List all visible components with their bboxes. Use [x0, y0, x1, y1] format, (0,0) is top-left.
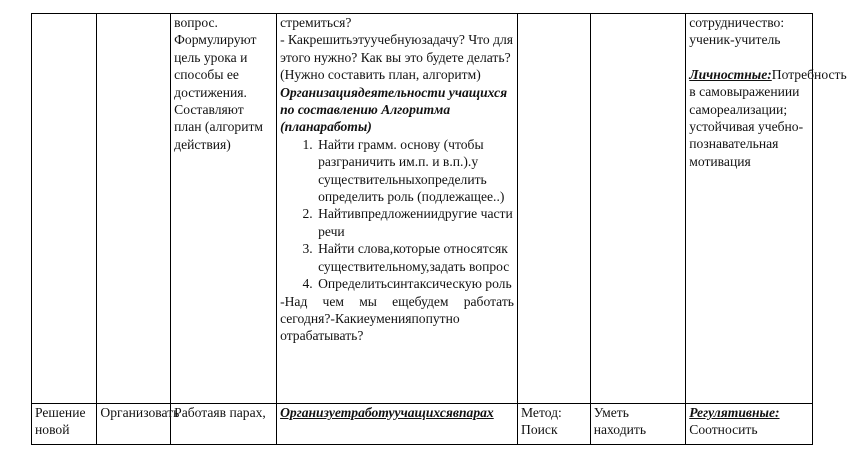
teacher-line-1: стремиться?: [280, 15, 352, 30]
lesson-plan-table: [31, 13, 847, 445]
cell-student-activity: [171, 404, 277, 445]
plan-item: 1. Найти грамм. основу (чтобы разграничить им.п. и в.п.).у существительныхопределить определить роль (подлежащее..): [316, 136, 514, 206]
cooperation-text: сотрудничество: ученик-учитель: [689, 15, 785, 48]
organization-heading: Организациядеятельности учащихся по составлению Алгоритма (планаработы): [280, 84, 508, 135]
table-row: [32, 404, 813, 445]
regulatory-text: Соотносить: [689, 422, 758, 438]
cell-stage: [32, 404, 97, 445]
cell-uud: [686, 404, 813, 445]
cell-method: [518, 404, 591, 445]
cell-stage: [32, 14, 97, 404]
plan-item: 3. Найти слова,которые относятсяк существительному,задать вопрос: [316, 240, 514, 275]
closing-question: -Над чем мы ещебудем работать сегодня?-Какиеуменияпопутно отрабатывать?: [280, 293, 515, 344]
regulatory-label: Регулятивные:: [689, 405, 780, 420]
cell-student-activity: [171, 14, 277, 404]
plan-item: 4. Определитьсинтаксическую роль: [316, 275, 514, 292]
cell-teacher-activity: [277, 14, 518, 404]
student-activity-text: вопрос. Формулируют цель урока и способы ее достижения. Составляют план (алгоритм действия): [174, 15, 264, 152]
personal-block: [689, 66, 847, 170]
skills-text: Уметь находить: [593, 405, 647, 438]
method-text: Метод: Поиск: [521, 405, 562, 438]
personal-text: Потребность в самовыражениии самореализации; устойчивая учебно-познавательная мотивация: [689, 66, 847, 169]
cell-goal: [97, 404, 180, 445]
teacher-activity-text: Организуетработуучащихсявпарах: [280, 405, 494, 420]
teacher-line-2: - Какрешитьэтуучебнуюзадачу? Что для этого нужно? Как вы это будете делать? (Нужно составить план, алгоритм): [280, 32, 514, 83]
cell-skills: [590, 14, 686, 404]
student-activity-text: Работаяв парах,: [174, 405, 266, 420]
spacer: [689, 49, 809, 66]
cell-skills: [590, 404, 686, 445]
plan-list: [280, 136, 514, 293]
cell-teacher-activity: [277, 404, 518, 445]
personal-label: Личностные:: [689, 66, 772, 82]
plan-item: 2. Найтивпредложениидругие части речи: [316, 205, 514, 240]
cell-goal: [97, 14, 171, 404]
goal-text: Организовать: [100, 405, 180, 420]
cell-uud: [686, 14, 847, 404]
table-row: [32, 14, 813, 404]
stage-text: Решение новой: [35, 405, 86, 438]
cell-method: [518, 14, 591, 404]
